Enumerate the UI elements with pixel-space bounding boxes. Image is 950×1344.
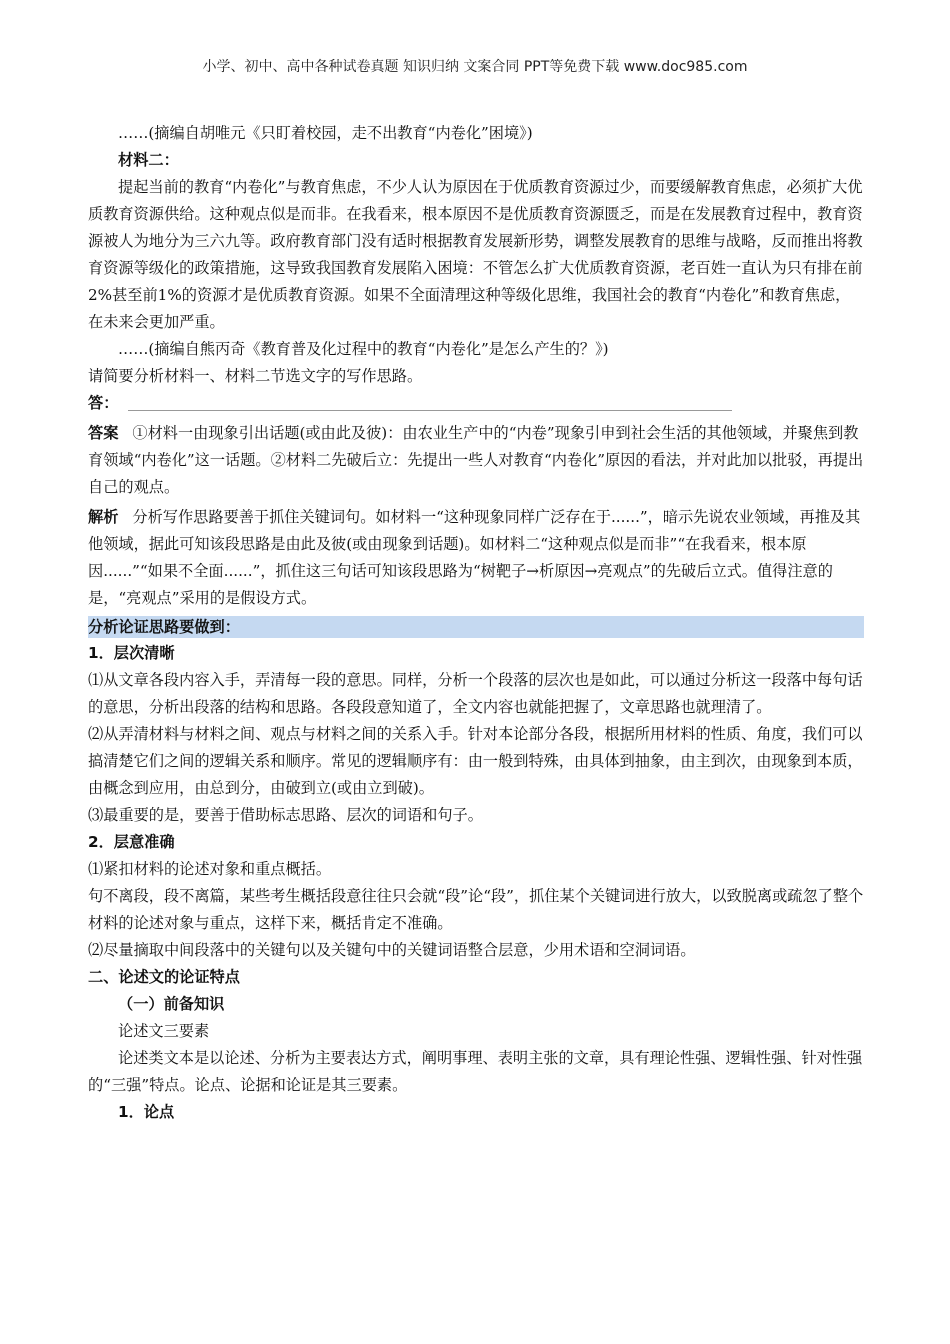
answer-label: 答： bbox=[88, 394, 119, 412]
section-1-title: 1．层次清晰 bbox=[88, 644, 175, 662]
material-2-title: 材料二： bbox=[118, 151, 179, 169]
section-2-paragraph: 句不离段，段不离篇，某些考生概括段意往往只会就“段”论“段”，抓住某个关键词进行放大，以致脱离或疏忽了整个材料的论述对象与重点，这样下来，概括肯定不准确。 bbox=[88, 887, 864, 932]
question-text: 请简要分析材料一、材料二节选文字的写作思路。 bbox=[88, 367, 423, 385]
section-1-point-1: ⑴从文章各段内容入手，弄清每一段的意思。同样，分析一个段落的层次也是如此，可以通过分析这一段落中每句话的意思，分析出段落的结构和思路。各段段意知道了，全文内容也就能把握了，文章思路也就理清了。 bbox=[88, 671, 863, 716]
section-2-title: 2．层意准确 bbox=[88, 833, 175, 851]
section-1-point-2: ⑵从弄清材料与材料之间、观点与材料之间的关系入手。针对本论部分各段，根据所用材料的性质、角度，我们可以搞清楚它们之间的逻辑关系和顺序。常见的逻辑顺序有：由一般到特殊，由具体到抽象，由主到次，由现象到本质，由概念到应用，由总到分，由破到立(或由立到破)。 bbox=[88, 725, 863, 797]
subsection-1-label: 论述文三要素 bbox=[118, 1022, 210, 1040]
answer-row bbox=[88, 390, 864, 417]
analysis-label: 解析 bbox=[88, 508, 119, 526]
key-answer bbox=[88, 420, 864, 501]
section-2-point-1: ⑴紧扣材料的论述对象和重点概括。 bbox=[88, 860, 331, 878]
subsection-1-title: （一）前备知识 bbox=[118, 995, 225, 1013]
subsection-1-body: 论述类文本是以论述、分析为主要表达方式，阐明事理、表明主张的文章，具有理论性强、逻辑性强、针对性强的“三强”特点。论点、论据和论证是其三要素。 bbox=[88, 1049, 863, 1094]
source-citation-2: ……(摘编自熊丙奇《教育普及化过程中的教育“内卷化”是怎么产生的？》) bbox=[118, 340, 609, 358]
item-1-title: 1．论点 bbox=[118, 1103, 175, 1121]
key-answer-text: ①材料一由现象引出话题(或由此及彼)：由农业生产中的“内卷”现象引申到社会生活的其他领域，并聚焦到教育领域“内卷化”这一话题。②材料二先破后立：先提出一些人对教育“内卷化”原因的看法，并对此加以批驳，再提出自己的观点。 bbox=[88, 424, 864, 496]
material-2-body: 提起当前的教育“内卷化”与教育焦虑，不少人认为原因在于优质教育资源过少，而要缓解教育焦虑，必须扩大优质教育资源供给。这种观点似是而非。在我看来，根本原因不是优质教育资源匮乏，而是在发展教育过程中，教育资源被人为地分为三六九等。政府教育部门没有适时根据教育发展新形势，调整发展教育的思维与战略，反而推出将教育资源等级化的政策措施，这导致我国教育发展陷入困境：不管怎么扩大优质教育资源，老百姓一直认为只有排在前2%甚至前1%的资源才是优质教育资源。如果不全面清理这种等级化思维，我国社会的教育“内卷化”和教育焦虑，在未来会更加严重。 bbox=[88, 178, 863, 331]
analysis bbox=[88, 504, 864, 612]
source-citation-1: ……(摘编自胡唯元《只盯着校园，走不出教育“内卷化”困境》) bbox=[118, 124, 533, 142]
section-2-point-2: ⑵尽量摘取中间段落中的关键句以及关键句中的关键词语整合层意，少用术语和空洞词语。 bbox=[88, 941, 696, 959]
page-header: 小学、初中、高中各种试卷真题 知识归纳 文案合同 PPT等免费下载 www.doc985.com bbox=[202, 59, 748, 75]
section-1-point-3: ⑶最重要的是，要善于借助标志思路、层次的词语和句子。 bbox=[88, 806, 483, 824]
part-2-title: 二、论述文的论证特点 bbox=[88, 968, 240, 986]
answer-blank-line[interactable] bbox=[128, 392, 732, 411]
document-body bbox=[88, 120, 864, 1126]
analysis-text: 分析写作思路要善于抓住关键词句。如材料一“这种现象同样广泛存在于......”，暗示先说农业领域，再推及其他领域，据此可知该段思路是由此及彼(或由现象到话题)。如材料二“这种观点似是而非”“在我看来，根本原因......”“如果不全面......”，抓住这三句话可知该段思路为“树靶子→析原因→亮观点”的先破后立式。值得注意的是，“亮观点”采用的是假设方式。 bbox=[88, 508, 861, 607]
highlight-band-title: 分析论证思路要做到： bbox=[88, 616, 864, 638]
key-answer-label: 答案 bbox=[88, 424, 119, 442]
